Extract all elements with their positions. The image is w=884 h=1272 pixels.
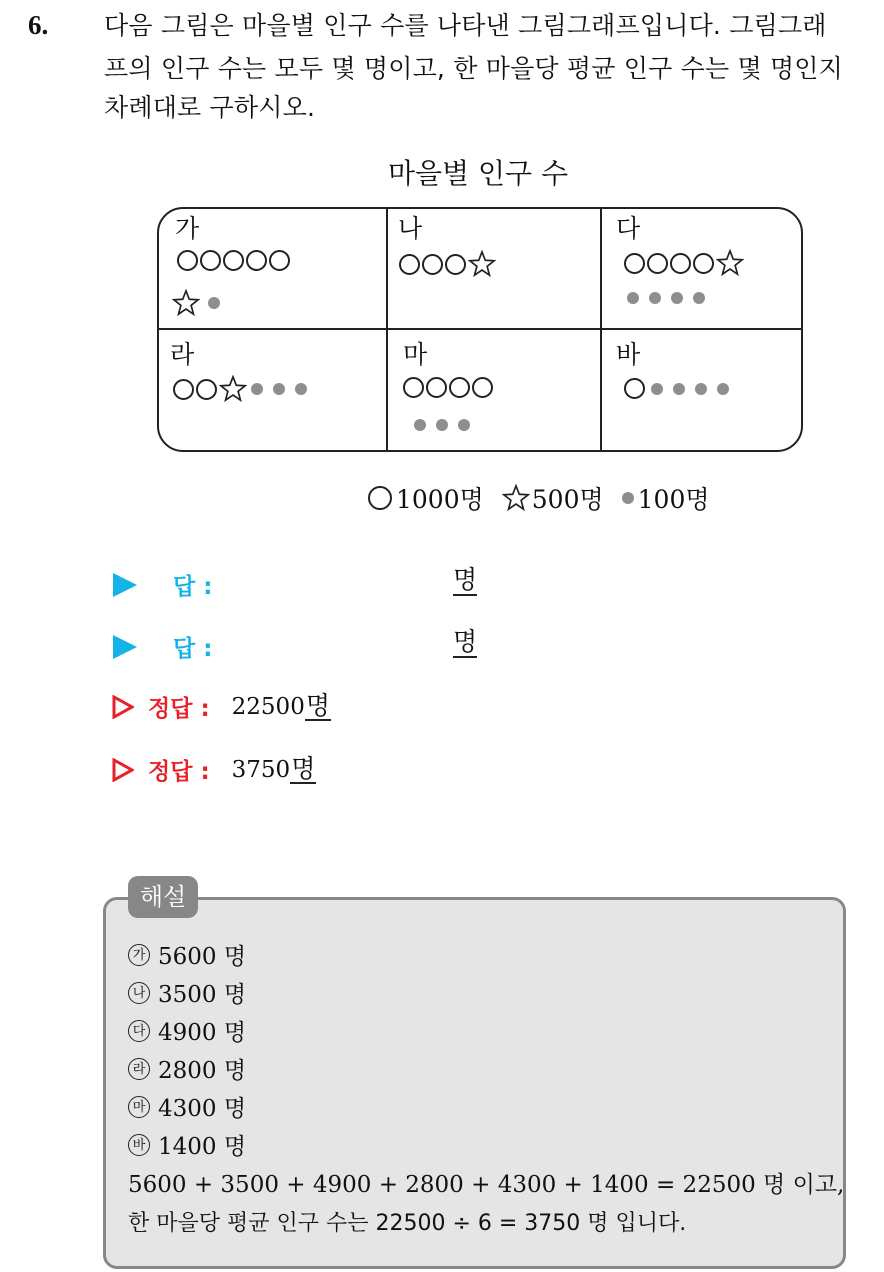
dot-icon [273, 383, 285, 395]
correct-unit: 명 [291, 753, 316, 783]
graph-title: 마을별 인구 수 [387, 157, 569, 190]
village-name: 가 [175, 214, 200, 243]
solution-value: 2800 명 [158, 1058, 247, 1084]
question-line-1: 다음 그림은 마을별 인구 수를 나타낸 그림그래프입니다. 그림그래 [104, 11, 827, 40]
village-name: 바 [616, 340, 641, 369]
answer-row-2 [113, 630, 212, 663]
correct-value: 3750 [231, 756, 291, 783]
legend-big-label: 1000명 [396, 485, 484, 514]
circle-icon [624, 253, 645, 274]
dot-icon [251, 383, 263, 395]
correct-label: 정답 : [148, 759, 210, 785]
village-symbols [627, 292, 715, 304]
circled-letter: 가 [128, 944, 150, 966]
solution-value: 4300 명 [158, 1096, 247, 1122]
question-line-3: 차례대로 구하시오. [104, 93, 316, 122]
legend-star-label: 500명 [531, 485, 604, 514]
correct-value: 22500 [231, 693, 305, 720]
solution-value: 5600 명 [158, 944, 247, 970]
solution-item [128, 1128, 246, 1161]
arrow-icon [113, 573, 137, 597]
answer-blank-1[interactable]: 명 [453, 565, 478, 594]
outline-arrow-icon [112, 758, 134, 782]
village-symbols [414, 419, 480, 431]
solution-item [128, 938, 246, 971]
village-symbols [173, 375, 317, 403]
correct-answer-1 [112, 690, 331, 723]
circle-icon [223, 250, 244, 271]
circled-letter: 다 [128, 1020, 150, 1042]
circled-letter: 라 [128, 1058, 150, 1080]
dot-icon [651, 383, 663, 395]
village-symbols [403, 377, 495, 398]
village-name: 나 [398, 214, 423, 243]
circle-icon [693, 253, 714, 274]
solution-value: 4900 명 [158, 1020, 247, 1046]
circle-icon [269, 250, 290, 271]
legend-small-label: 100명 [637, 485, 710, 514]
circle-icon [173, 379, 194, 400]
answer-row-1 [113, 568, 212, 601]
village-symbols [624, 378, 739, 399]
star-icon [468, 250, 496, 278]
solution-average-line: 한 마을당 평균 인구 수는 22500 ÷ 6 = 3750 명 입니다. [128, 1211, 687, 1236]
dot-icon [295, 383, 307, 395]
dot-icon [673, 383, 685, 395]
dot-icon [436, 419, 448, 431]
circle-icon [670, 253, 691, 274]
arrow-icon [113, 635, 137, 659]
circled-letter: 마 [128, 1096, 150, 1118]
circle-icon [426, 377, 447, 398]
circle-icon [472, 377, 493, 398]
dot-icon [458, 419, 470, 431]
dot-icon [695, 383, 707, 395]
solution-item [128, 1090, 246, 1123]
village-name: 마 [403, 340, 428, 369]
grid-divider [159, 328, 801, 330]
outline-arrow-icon [112, 695, 134, 719]
star-icon [502, 484, 530, 512]
circle-icon [399, 254, 420, 275]
correct-label: 정답 : [148, 696, 210, 722]
circle-icon [246, 250, 267, 271]
circle-icon [177, 250, 198, 271]
dot-icon [717, 383, 729, 395]
village-name: 다 [616, 214, 641, 243]
village-symbols [172, 289, 230, 317]
circle-icon [196, 379, 217, 400]
solution-item [128, 1014, 246, 1047]
solution-tag: 해설 [128, 876, 198, 918]
dot-icon [671, 292, 683, 304]
circle-icon [445, 254, 466, 275]
solution-value: 1400 명 [158, 1134, 247, 1160]
solution-item [128, 1052, 246, 1085]
village-symbols [177, 250, 292, 271]
circle-icon [403, 377, 424, 398]
circle-icon [422, 254, 443, 275]
circle-icon [368, 486, 392, 510]
circle-icon [200, 250, 221, 271]
answer-blank-2[interactable]: 명 [453, 627, 478, 656]
circled-letter: 바 [128, 1134, 150, 1156]
graph-legend [368, 480, 728, 516]
dot-icon [627, 292, 639, 304]
star-icon [219, 375, 247, 403]
circled-letter: 나 [128, 982, 150, 1004]
village-symbols [399, 250, 496, 278]
circle-icon [624, 378, 645, 399]
question-number: 6. [28, 10, 49, 40]
answer-label: 답 : [173, 636, 213, 662]
village-symbols [624, 249, 744, 277]
dot-icon [208, 297, 220, 309]
solution-sum-line: 5600 + 3500 + 4900 + 2800 + 4300 + 1400 = 22500 명 이고, [128, 1172, 845, 1198]
circle-icon [449, 377, 470, 398]
star-icon [716, 249, 744, 277]
dot-icon [693, 292, 705, 304]
question-line-2: 프의 인구 수는 모두 몇 명이고, 한 마을당 평균 인구 수는 몇 명인지 [104, 54, 844, 83]
dot-icon [622, 492, 634, 504]
correct-answer-2 [112, 753, 316, 786]
answer-label: 답 : [173, 574, 213, 600]
village-name: 라 [170, 340, 195, 369]
star-icon [172, 289, 200, 317]
correct-unit: 명 [305, 690, 330, 720]
dot-icon [414, 419, 426, 431]
circle-icon [647, 253, 668, 274]
dot-icon [649, 292, 661, 304]
solution-item [128, 976, 246, 1009]
solution-value: 3500 명 [158, 982, 247, 1008]
